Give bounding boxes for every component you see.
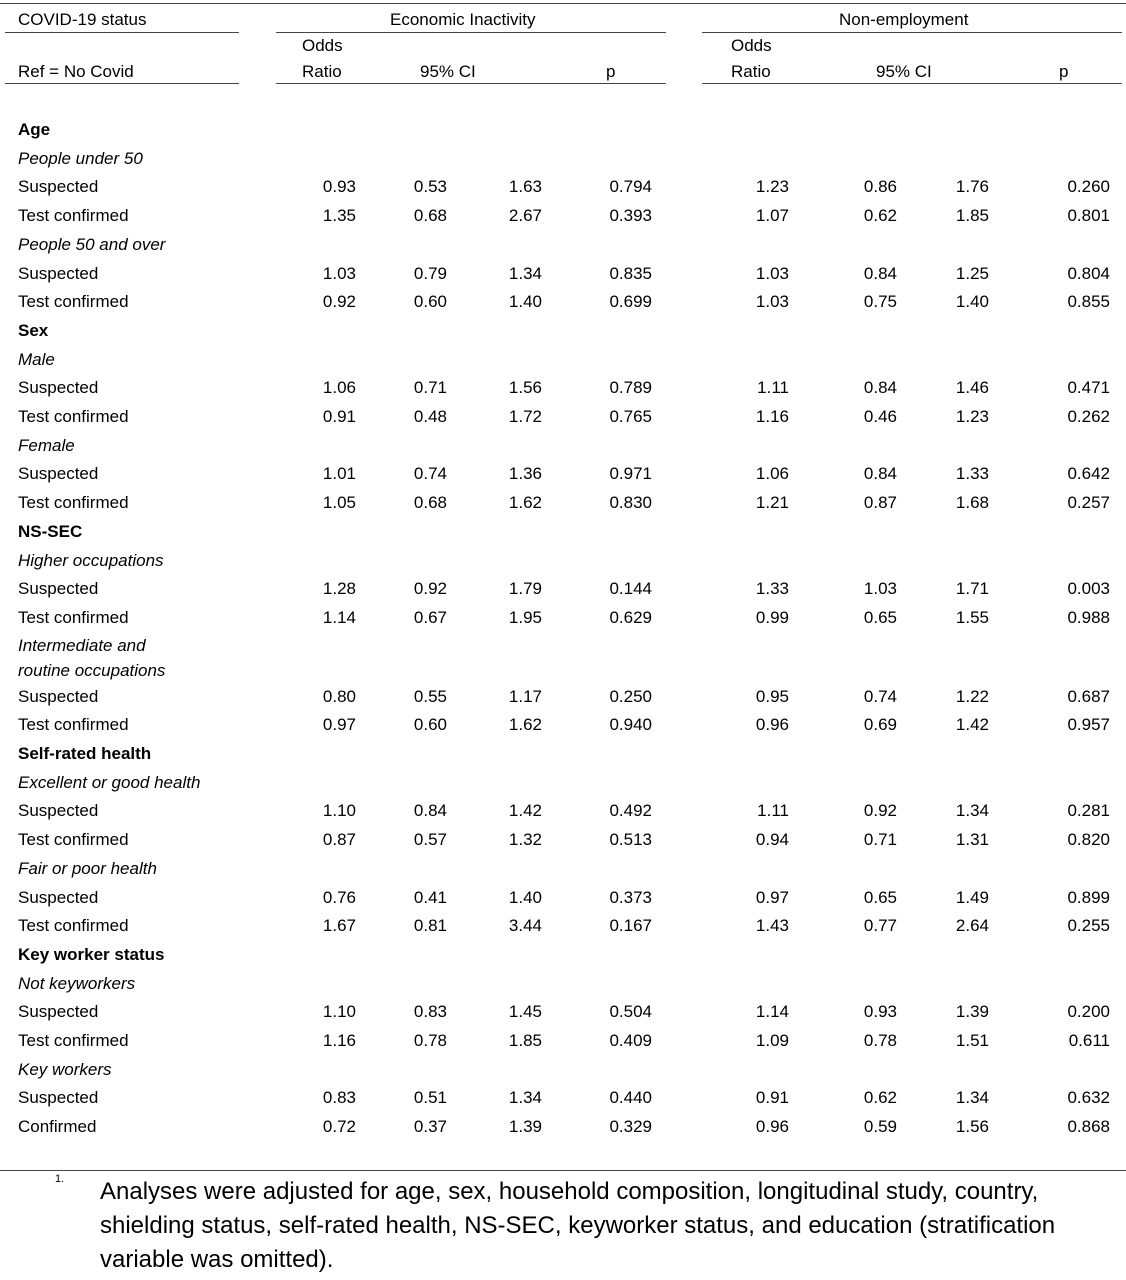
- table-cell: 0.513: [609, 830, 652, 850]
- table-cell: 0.59: [863, 1117, 897, 1137]
- subgroup-row: [0, 1056, 1126, 1084]
- table-cell: 0.99: [755, 607, 789, 627]
- table-cell: 0.72: [322, 1117, 356, 1137]
- table-cell: 0.91: [322, 407, 356, 426]
- table-cell: 0.699: [609, 292, 652, 312]
- section-heading-row: [0, 518, 1126, 546]
- table-cell: 0.65: [863, 607, 897, 627]
- table-cell: 0.84: [863, 263, 897, 283]
- row-label: Suspected: [18, 1088, 99, 1108]
- subgroup-row: [0, 432, 1126, 460]
- table-cell: 0.440: [609, 1088, 652, 1108]
- table-cell: 0.94: [755, 830, 789, 850]
- section-label: Age: [18, 120, 51, 139]
- table-cell: 1.39: [955, 1002, 989, 1022]
- table-cell: 0.260: [1067, 177, 1110, 197]
- table-cell: 1.71: [955, 579, 989, 599]
- row-label: Confirmed: [18, 1117, 97, 1137]
- subgroup-row: [0, 231, 1126, 259]
- table-cell: 1.06: [322, 378, 356, 398]
- table-cell: 1.23: [955, 407, 989, 426]
- table-cell: 0.96: [755, 1117, 789, 1137]
- subgroup-row: [0, 633, 1126, 683]
- table-cell: 1.85: [955, 206, 989, 226]
- table-cell: 0.835: [609, 263, 652, 283]
- table-cell: 0.393: [609, 206, 652, 226]
- table-cell: 0.409: [609, 1031, 652, 1050]
- table-cell: 1.56: [955, 1117, 989, 1137]
- subgroup-label: Not keyworkers: [18, 973, 136, 993]
- table-cell: 0.57: [413, 830, 447, 850]
- table-cell: 0.71: [413, 378, 447, 398]
- table-cell: 1.55: [955, 607, 989, 627]
- table-row: [0, 826, 1126, 854]
- table-cell: 1.03: [322, 263, 356, 283]
- table-cell: 1.40: [508, 292, 542, 312]
- table-cell: 1.85: [508, 1031, 542, 1050]
- table-cell: 1.68: [955, 493, 989, 513]
- table-cell: 0.629: [609, 607, 652, 627]
- table-row: [0, 711, 1126, 739]
- table-cell: 1.63: [508, 177, 542, 197]
- table-cell: 1.34: [955, 801, 989, 821]
- table-cell: 1.34: [508, 263, 542, 283]
- header-ci-2: 95% CI: [876, 62, 932, 81]
- table-cell: 0.868: [1067, 1117, 1110, 1137]
- header-ratio-1: Ratio: [302, 62, 342, 81]
- subgroup-label: People 50 and over: [18, 234, 166, 254]
- table-cell: 0.257: [1067, 493, 1110, 513]
- subgroup-label: Key workers: [18, 1059, 112, 1079]
- section-label: Sex: [18, 320, 49, 340]
- row-label: Suspected: [18, 686, 99, 706]
- header-covid-status: COVID-19 status: [18, 10, 147, 29]
- table-cell: 0.78: [863, 1031, 897, 1050]
- header-odds-2: Odds: [731, 36, 772, 55]
- table-cell: 0.611: [1068, 1031, 1110, 1050]
- table-cell: 0.988: [1067, 607, 1110, 627]
- table-cell: 0.97: [755, 887, 789, 907]
- table-cell: 1.34: [955, 1088, 989, 1108]
- table-cell: 0.80: [322, 686, 356, 706]
- row-label: Test confirmed: [18, 292, 129, 312]
- table-cell: 1.10: [322, 1002, 356, 1022]
- table-cell: 1.62: [508, 493, 542, 513]
- header-group-economic-inactivity: Economic Inactivity: [390, 10, 536, 29]
- table-cell: 0.971: [609, 464, 652, 484]
- table-cell: 0.281: [1067, 801, 1110, 821]
- table-cell: 0.84: [413, 801, 447, 821]
- table-cell: 1.79: [508, 579, 542, 599]
- header-p-2: p: [1059, 62, 1069, 81]
- table-cell: 0.96: [755, 715, 789, 735]
- subgroup-label: Excellent or good health: [18, 772, 201, 792]
- table-cell: 0.789: [609, 378, 652, 398]
- table-cell: 0.820: [1067, 830, 1110, 850]
- subgroup-label: Fair or poor health: [18, 858, 157, 878]
- table-cell: 0.81: [413, 916, 447, 936]
- table-cell: 0.003: [1067, 579, 1110, 599]
- table-cell: 1.40: [508, 887, 542, 907]
- table-cell: 1.72: [508, 407, 542, 426]
- table-cell: 0.41: [413, 887, 447, 907]
- row-label: Suspected: [18, 1002, 99, 1022]
- table-cell: 0.794: [609, 177, 652, 197]
- table-cell: 0.801: [1067, 206, 1110, 226]
- table-cell: 0.262: [1067, 407, 1110, 426]
- table-cell: 1.45: [508, 1002, 542, 1022]
- section-label: Self-rated health: [18, 744, 152, 763]
- table-cell: 1.16: [755, 407, 789, 426]
- table-cell: 1.95: [508, 607, 542, 627]
- row-label: Suspected: [18, 579, 99, 599]
- table-cell: 1.07: [755, 206, 789, 226]
- table-cell: 1.23: [755, 177, 789, 197]
- table-row: [0, 1084, 1126, 1112]
- table-row: [0, 489, 1126, 517]
- table-cell: 1.43: [755, 916, 789, 936]
- table-cell: 0.250: [609, 686, 652, 706]
- table-cell: 1.03: [863, 579, 897, 599]
- table-cell: 0.492: [609, 801, 652, 821]
- table-cell: 1.35: [322, 206, 356, 226]
- table-cell: 0.48: [413, 407, 447, 426]
- table-cell: 0.74: [413, 464, 447, 484]
- table-cell: 1.33: [755, 579, 789, 599]
- header-group-non-employment: Non-employment: [839, 10, 969, 29]
- table-cell: 0.92: [413, 579, 447, 599]
- table-cell: 1.32: [508, 830, 542, 850]
- table-row: [0, 202, 1126, 230]
- table-cell: 1.11: [757, 378, 789, 398]
- section-heading-row: [0, 941, 1126, 969]
- subgroup-row: [0, 547, 1126, 575]
- subgroup-row: [0, 346, 1126, 374]
- table-cell: 1.10: [322, 801, 356, 821]
- table-cell: 0.940: [609, 715, 652, 735]
- table-cell: 0.855: [1067, 292, 1110, 312]
- table-cell: 0.830: [609, 493, 652, 513]
- table-row: [0, 604, 1126, 632]
- table-cell: 1.11: [757, 801, 789, 821]
- table-row: [0, 1027, 1126, 1055]
- section-heading-row: [0, 317, 1126, 345]
- table-cell: 0.71: [863, 830, 897, 850]
- subgroup-label: Male: [18, 349, 55, 369]
- table-cell: 1.01: [322, 464, 356, 484]
- table-cell: 1.03: [755, 292, 789, 312]
- table-cell: 0.62: [863, 1088, 897, 1108]
- table-cell: 0.200: [1067, 1002, 1110, 1022]
- table-cell: 0.78: [413, 1031, 447, 1050]
- table-cell: 0.91: [755, 1088, 789, 1108]
- table-cell: 0.46: [863, 407, 897, 426]
- table-cell: 0.62: [863, 206, 897, 226]
- table-cell: 0.60: [413, 292, 447, 312]
- table-cell: 0.687: [1067, 686, 1110, 706]
- table-cell: 0.255: [1067, 916, 1110, 936]
- header-bottom-rule-group2: [702, 83, 1122, 84]
- table-cell: 0.92: [322, 292, 356, 312]
- table-bottom-rule: [0, 1170, 1126, 1171]
- subgroup-row: [0, 769, 1126, 797]
- table-cell: 0.167: [609, 916, 652, 936]
- table-cell: 1.14: [755, 1002, 789, 1022]
- row-label: Suspected: [18, 887, 99, 907]
- table-cell: 2.64: [955, 916, 989, 936]
- header-p-1: p: [606, 62, 616, 81]
- table-cell: 0.84: [863, 378, 897, 398]
- row-label: Test confirmed: [18, 1031, 129, 1050]
- table-cell: 1.28: [322, 579, 356, 599]
- table-cell: 0.93: [322, 177, 356, 197]
- table-cell: 0.75: [863, 292, 897, 312]
- table-cell: 1.25: [955, 263, 989, 283]
- table-cell: 0.60: [413, 715, 447, 735]
- table-row: [0, 173, 1126, 201]
- footnote-marker: 1.: [55, 1173, 65, 1185]
- subgroup-row: [0, 145, 1126, 173]
- table-row: [0, 1113, 1126, 1141]
- section-label: NS-SEC: [18, 521, 83, 541]
- table-cell: 0.83: [413, 1002, 447, 1022]
- table-cell: 1.76: [955, 177, 989, 197]
- table-cell: 0.53: [413, 177, 447, 197]
- footnote-text: Analyses were adjusted for age, sex, household composition, longitudinal study, country, shielding status, self-rated health, NS-SEC, keyworker status, and education (stratification variable was omitted).: [100, 1178, 1056, 1273]
- table-cell: 1.22: [955, 686, 989, 706]
- table-cell: 0.144: [609, 579, 652, 599]
- table-cell: 0.957: [1067, 715, 1110, 735]
- table-cell: 0.51: [413, 1088, 447, 1108]
- subgroup-row: [0, 855, 1126, 883]
- section-heading-row: [0, 116, 1126, 144]
- subgroup-label-line2: routine occupations: [18, 660, 166, 680]
- table-row: [0, 575, 1126, 603]
- section-label: Key worker status: [18, 944, 165, 964]
- table-cell: 1.42: [955, 715, 989, 735]
- row-label: Suspected: [18, 378, 99, 398]
- subgroup-label: People under 50: [18, 148, 143, 168]
- header-ratio-2: Ratio: [731, 62, 771, 81]
- row-label: Test confirmed: [18, 206, 129, 226]
- table-cell: 1.51: [955, 1031, 989, 1050]
- table-cell: 1.46: [955, 378, 989, 398]
- table-cell: 1.06: [755, 464, 789, 484]
- table-cell: 1.39: [508, 1117, 542, 1137]
- table-cell: 1.62: [508, 715, 542, 735]
- table-row: [0, 460, 1126, 488]
- subgroup-label: Higher occupations: [18, 550, 164, 570]
- table-cell: 0.55: [413, 686, 447, 706]
- table-cell: 0.69: [863, 715, 897, 735]
- row-label: Suspected: [18, 263, 99, 283]
- header-rule-group2: [702, 32, 1122, 33]
- table-row: [0, 288, 1126, 316]
- table-cell: 0.67: [413, 607, 447, 627]
- header-rule-status: [5, 32, 239, 33]
- table-row: [0, 884, 1126, 912]
- table-cell: 0.77: [863, 916, 897, 936]
- table-top-rule: [0, 3, 1126, 4]
- section-heading-row: [0, 740, 1126, 768]
- table-row: [0, 998, 1126, 1026]
- table-row: [0, 912, 1126, 940]
- table-cell: 0.87: [863, 493, 897, 513]
- table-cell: 0.68: [413, 206, 447, 226]
- table-cell: 0.79: [413, 263, 447, 283]
- header-ref: Ref = No Covid: [18, 62, 134, 81]
- subgroup-label: Intermediate and: [18, 635, 146, 655]
- table-cell: 1.31: [955, 830, 989, 850]
- table-cell: 0.642: [1067, 464, 1110, 484]
- table-cell: 0.373: [609, 887, 652, 907]
- table-cell: 0.97: [322, 715, 356, 735]
- table-cell: 0.37: [413, 1117, 447, 1137]
- table-cell: 0.65: [863, 887, 897, 907]
- row-label: Suspected: [18, 801, 99, 821]
- table-cell: 0.87: [322, 830, 356, 850]
- table-row: [0, 260, 1126, 288]
- row-label: Test confirmed: [18, 407, 129, 426]
- table-cell: 0.95: [755, 686, 789, 706]
- table-row: [0, 374, 1126, 402]
- table-cell: 0.83: [322, 1088, 356, 1108]
- row-label: Suspected: [18, 177, 99, 197]
- table-cell: 1.40: [955, 292, 989, 312]
- table-cell: 0.329: [609, 1117, 652, 1137]
- table-cell: 0.76: [322, 887, 356, 907]
- table-cell: 0.899: [1067, 887, 1110, 907]
- table-cell: 0.471: [1067, 378, 1110, 398]
- table-cell: 0.74: [863, 686, 897, 706]
- table-cell: 0.765: [609, 407, 652, 426]
- table-cell: 1.42: [508, 801, 542, 821]
- row-label: Test confirmed: [18, 830, 129, 850]
- table-cell: 2.67: [508, 206, 542, 226]
- table-cell: 3.44: [508, 916, 542, 936]
- table-cell: 1.34: [508, 1088, 542, 1108]
- table-cell: 0.93: [863, 1002, 897, 1022]
- header-bottom-rule-status: [5, 83, 239, 84]
- table-cell: 1.05: [322, 493, 356, 513]
- table-cell: 1.56: [508, 378, 542, 398]
- table-cell: 1.67: [322, 916, 356, 936]
- row-label: Test confirmed: [18, 916, 129, 936]
- table-cell: 0.84: [863, 464, 897, 484]
- header-rule-group1: [276, 32, 666, 33]
- header-bottom-rule-group1: [276, 83, 666, 84]
- row-label: Test confirmed: [18, 607, 129, 627]
- table-row: [0, 683, 1126, 711]
- table-cell: 1.14: [322, 607, 356, 627]
- table-cell: 1.03: [755, 263, 789, 283]
- table-cell: 1.09: [755, 1031, 789, 1050]
- header-ci-1: 95% CI: [420, 62, 476, 81]
- table-cell: 1.36: [508, 464, 542, 484]
- row-label: Suspected: [18, 464, 99, 484]
- table-row: [0, 797, 1126, 825]
- subgroup-label: Female: [18, 435, 75, 455]
- table-row: [0, 403, 1126, 431]
- table-cell: 0.68: [413, 493, 447, 513]
- row-label: Test confirmed: [18, 493, 129, 513]
- subgroup-row: [0, 970, 1126, 998]
- table-cell: 1.21: [755, 493, 789, 513]
- table-cell: 1.16: [322, 1031, 356, 1050]
- table-cell: 1.49: [955, 887, 989, 907]
- table-cell: 0.804: [1067, 263, 1110, 283]
- table-cell: 1.33: [955, 464, 989, 484]
- table-cell: 0.632: [1067, 1088, 1110, 1108]
- table-cell: 0.92: [863, 801, 897, 821]
- header-odds-1: Odds: [302, 36, 343, 55]
- table-cell: 1.17: [508, 686, 542, 706]
- table-cell: 0.86: [863, 177, 897, 197]
- table-cell: 0.504: [609, 1002, 652, 1022]
- row-label: Test confirmed: [18, 715, 129, 735]
